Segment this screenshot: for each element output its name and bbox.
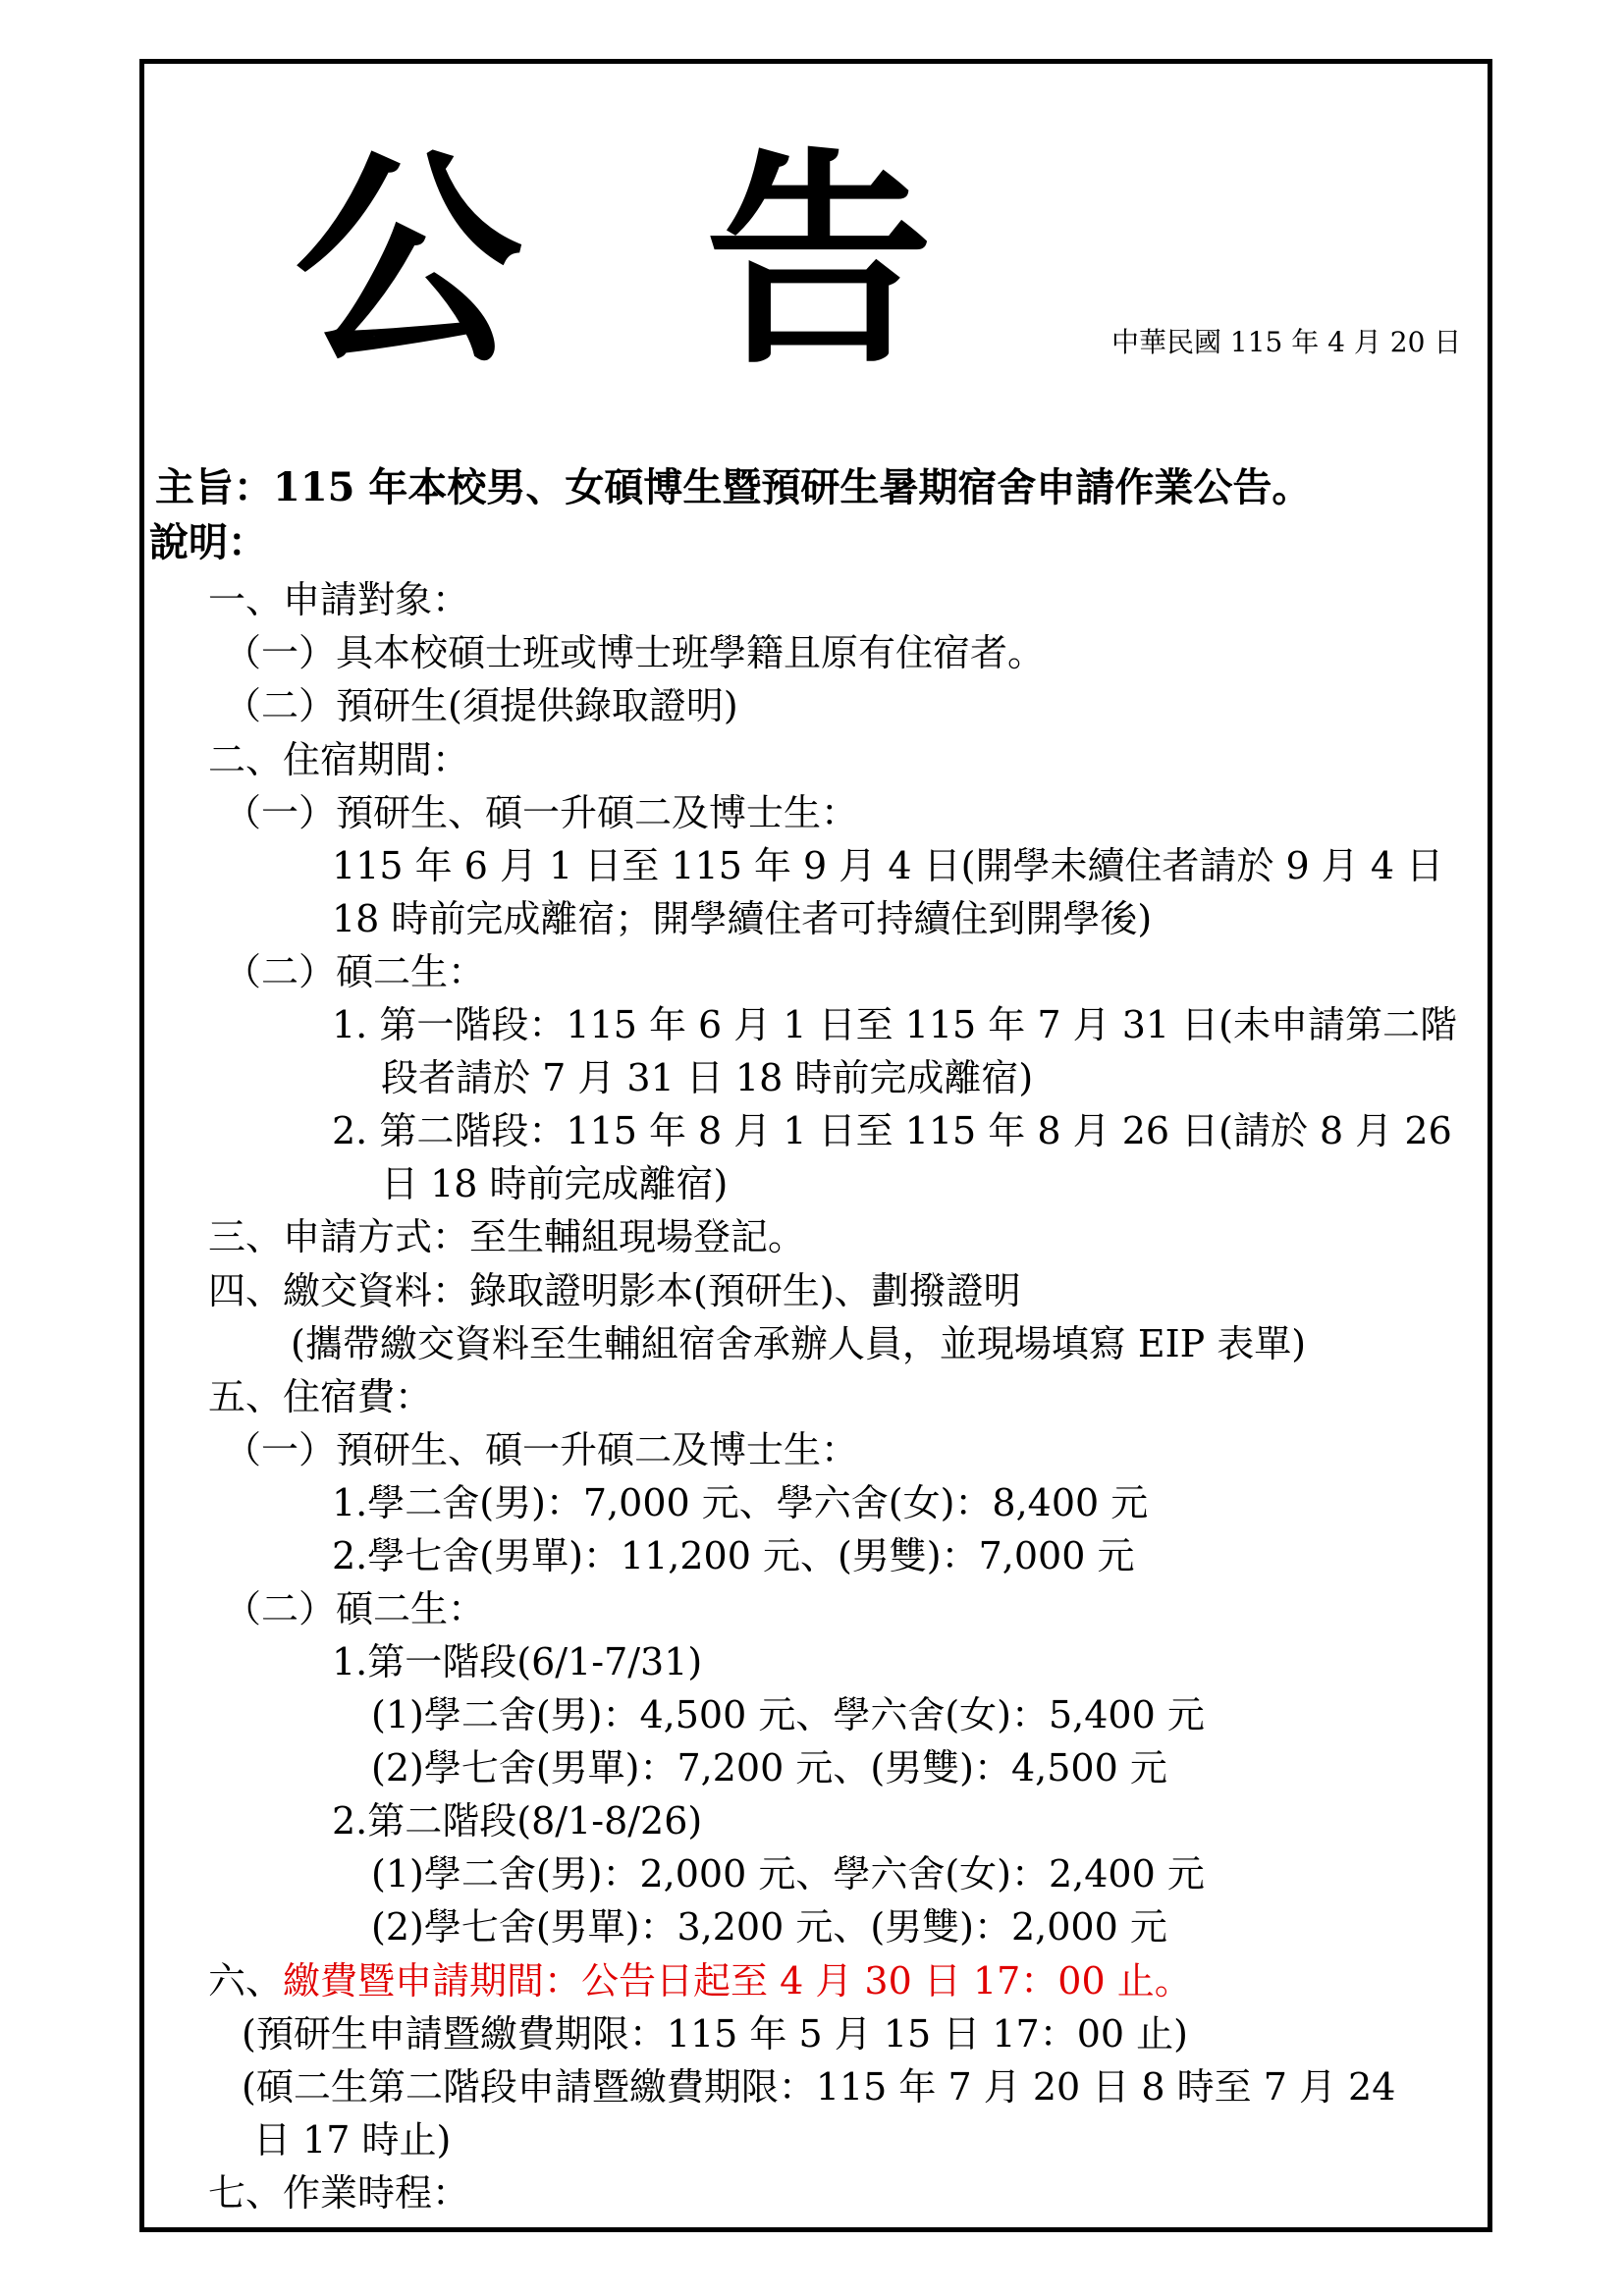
section-5-item-1-fee-2: 2.學七舍(男單)：11,200 元、(男雙)：7,000 元 [332, 1534, 1135, 1577]
section-2-heading: 二、住宿期間： [208, 738, 470, 781]
section-1-heading: 一、申請對象： [208, 578, 470, 621]
section-5-stage-1-fee-2: (2)學七舍(男單)：7,200 元、(男雙)：4,500 元 [371, 1746, 1167, 1789]
section-6-note-2-line-2: 日 17 時止) [253, 2118, 452, 2162]
section-3-heading: 三、申請方式：至生輔組現場登記。 [208, 1215, 806, 1258]
title-char-1: 公 [295, 127, 523, 395]
section-4-note: (攜帶繳交資料至生輔組宿舍承辦人員，並現場填寫 EIP 表單) [291, 1322, 1307, 1365]
section-1-item-1: （一）具本校碩士班或博士班學籍且原有住宿者。 [224, 631, 1046, 674]
subject-line: 主旨：115 年本校男、女碩博生暨預研生暑期宿舍申請作業公告。 [155, 464, 1312, 510]
section-5-item-2: （二）碩二生： [224, 1587, 486, 1630]
announcement-date: 中華民國 115 年 4 月 20 日 [1111, 326, 1462, 358]
section-2-item-2: （二）碩二生： [224, 950, 486, 993]
section-5-stage-1: 1.第一階段(6/1-7/31) [332, 1640, 703, 1683]
section-5-item-1: （一）預研生、碩一升碩二及博士生： [224, 1428, 859, 1471]
section-2-phase-1-line-2: 段者請於 7 月 31 日 18 時前完成離宿) [381, 1056, 1034, 1099]
section-6-prefix: 六、 [208, 1959, 284, 2002]
title-char-2: 告 [705, 127, 934, 395]
section-2-phase-1-line-1: 1. 第一階段：115 年 6 月 1 日至 115 年 7 月 31 日(未申請第二階 [332, 1003, 1457, 1046]
section-1-item-2: （二）預研生(須提供錄取證明) [224, 684, 738, 727]
section-2-phase-2-line-1: 2. 第二階段：115 年 8 月 1 日至 115 年 8 月 26 日(請於 8 月 26 [332, 1109, 1452, 1152]
section-2-phase-2-line-2: 日 18 時前完成離宿) [381, 1162, 729, 1205]
section-6-highlight: 繳費暨申請期間：公告日起至 4 月 30 日 17：00 止。 [283, 1959, 1192, 2002]
section-6-heading [208, 1959, 1192, 2002]
section-5-stage-1-fee-1: (1)學二舍(男)：4,500 元、學六舍(女)：5,400 元 [371, 1693, 1205, 1736]
section-5-heading: 五、住宿費： [208, 1375, 433, 1418]
section-5-stage-2: 2.第二階段(8/1-8/26) [332, 1799, 703, 1842]
section-5-stage-2-fee-2: (2)學七舍(男單)：3,200 元、(男雙)：2,000 元 [371, 1905, 1167, 1949]
section-4-heading: 四、繳交資料：錄取證明影本(預研生)、劃撥證明 [208, 1269, 1021, 1312]
section-2-item-1-detail-2: 18 時前完成離宿；開學續住者可持續住到開學後) [332, 897, 1153, 940]
section-2-item-1-detail-1: 115 年 6 月 1 日至 115 年 9 月 4 日(開學未續住者請於 9 月 4 日 [332, 844, 1444, 887]
section-7-heading: 七、作業時程： [208, 2171, 470, 2215]
section-5-item-1-fee-1: 1.學二舍(男)：7,000 元、學六舍(女)：8,400 元 [332, 1481, 1149, 1524]
section-6-note-1: (預研生申請暨繳費期限：115 年 5 月 15 日 17：00 止) [242, 2012, 1188, 2056]
section-6-note-2-line-1: (碩二生第二階段申請暨繳費期限：115 年 7 月 20 日 8 時至 7 月 24 [242, 2065, 1396, 2109]
section-2-item-1: （一）預研生、碩一升碩二及博士生： [224, 791, 859, 834]
explanation-label: 說明： [149, 519, 267, 565]
section-5-stage-2-fee-1: (1)學二舍(男)：2,000 元、學六舍(女)：2,400 元 [371, 1852, 1205, 1896]
